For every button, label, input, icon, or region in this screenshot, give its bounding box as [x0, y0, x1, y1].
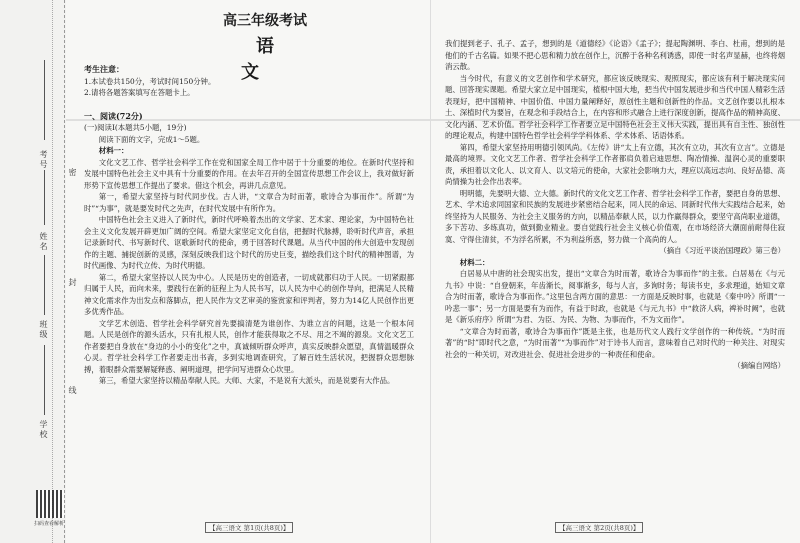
material-label-2: 材料二： [459, 257, 490, 267]
label-banji: 班级 [39, 320, 48, 340]
left-paragraph-5: 文学艺术创造、哲学社会科学研究首先要搞清楚为谁创作、为谁立言的问题，这是一个根本问题。人民是创作的源头活水，只有扎根人民，创作才能获得取之不尽、用之不竭的源泉。文化文艺工作者要把自身放在“身边的小小的变化”之中，真诚倾听群众呼声，真实反映群众愿望，真情温暖群众心灵。哲学社会科学工作者要走出书斋，多到实地调查研究，了解百姓生活状况，把握群众思想脉搏，着眼群众需要解疑释惑、阐明道理，把学问写进群众心坎里。 [84, 318, 414, 374]
source-1: （摘自《习近平谈治国理政》第三卷） [659, 246, 785, 255]
section-subtitle: (一)阅读Ⅰ(本题共5小题，19分) [84, 123, 187, 132]
instruction: 阅读下面的文字，完成1～5题。 [98, 134, 205, 144]
left-paragraph-6: 第三，希望大家坚持以精品奉献人民。大师、大家，不是说有大派头，而是说要有大作品。 [98, 376, 395, 385]
field-line-banji [44, 255, 45, 315]
section-title: 一、阅读(72分) [84, 110, 143, 121]
right-paragraph-1: 我们提到老子、孔子、孟子，想到的是《道德经》《论语》《孟子》；提起陶渊明、李白、杜甫，想到的是他们的千古名篇。如果不把心思和精力放在创作上，沉醉于各种名利诱惑，即使一时名声显赫，也终将烟消云散。 [445, 39, 785, 71]
label-xingming: 姓名 [39, 232, 48, 252]
notice-item-1: 1.本试卷共150分，考试时间150分钟。 [84, 76, 216, 86]
left-paragraph-4: 第二，希望大家坚持以人民为中心。人民是历史的创造者，一切成就都归功于人民。一切紧跟都归属于人民，而向未来，要践行在新的征程上为人民书写，以人民为中心的创作导向，把满足人民精神文化需求作为出发点和落脚点，把人民作为文艺审美的鉴赏家和评判者，努力为14亿人民创作出更多优秀作品。 [84, 272, 414, 316]
right-paragraph-3: 第四，希望大家坚持用明德引领风尚。《左传》讲“太上有立德，其次有立功，其次有立言”。立德是最高的境界。文化文艺工作者、哲学社会科学工作者都肩负着启迪思想、陶冶情操、温润心灵的重要职责，承担着以文化人、以文育人、以文培元的使命，大家社会影响力大，理应以高远志向、良好品德、高尚情操为社会作出表率。 [445, 142, 785, 186]
right-paragraph-2: 当今时代，有意义的文艺创作和学术研究，都应该反映现实、观照现实，都应该有利于解决现实问题、回答现实课题。希望大家立足中国现实，植根中国大地，把当代中国发展进步和当代中国人精彩生活表现好，把中国精神、中国价值、中国力量阐释好，原创性主题和创新性的作品。文艺创作要以扎根本土、深植时代为要旨，在观念和手段结合上，在内容和形式融合上进行深度创新，提高作品的精神高度、文化内涵、艺术价值。哲学社会科学工作者要立足中国特色社会主义伟大实践，提出具有自主性、独创性的理论观点，构建中国特色哲学社会科学学科体系、学术体系、话语体系。 [445, 73, 785, 140]
seal-char-feng: 封 [68, 278, 77, 288]
qr-caption: 扫码查看解析 [34, 521, 65, 527]
footer-page-1: 【高三语文 第1页(共8页)】 [205, 522, 293, 533]
subject-title: 语 文 [241, 36, 304, 83]
field-line-xuexiao [44, 345, 45, 415]
page-divider [430, 0, 431, 543]
left-paragraph-1: 文化文艺工作、哲学社会科学工作在党和国家全局工作中居于十分重要的地位。在新时代坚持和发展中国特色社会主义中具有十分重要的作用。在去年召开的全国宣传思想工作会议上，我对做好新形势下宣传思想工作提出了要求。借这个机会，再讲几点意见。 [84, 157, 414, 190]
right-column [445, 38, 785, 372]
exam-title: 高三年级考试 [223, 13, 307, 29]
field-line-xingming [44, 170, 45, 225]
source-2: （摘编自网络） [733, 361, 785, 370]
label-xuexiao: 学校 [39, 420, 48, 440]
field-line-kaohao [44, 60, 45, 140]
notice-item-2: 2.请将各题答案填写在答题卡上。 [84, 88, 195, 97]
left-column [84, 64, 414, 387]
right-paragraph-4: 明明德，先要明大德、立大德。新时代的文化文艺工作者、哲学社会科学工作者，要把自身的思想、艺术、学术追求同国家和民族的发展进步紧密结合起来，同人民的命运、同新时代伟大实践结合起来，始终坚持为人民服务、为社会主义服务的方向，以精品奉献人民，以力作赢得群众，要坚守高尚职业道德，多下苦功、多练真功，做到勤业精业。要自觉践行社会主义核心价值观，在市场经济大潮面前耐得住寂寞、守得住清贫，不为浮名所累，不为利益所惑，努力做一个高尚的人。 [445, 188, 785, 244]
material-label-1: 材料一： [98, 146, 129, 155]
left-paragraph-3: 中国特色社会主义进入了新时代，新时代呼唤着杰出的文学家、艺术家、理论家，为中国特色社会主义文化发展开辟更加广阔的空间。希望大家坚定文化自信，把握时代脉搏，聆听时代声音，承担记录新时代、书写新时代、讴歌新时代的使命，勇于回答时代课题。从当代中国的伟大创造中发现创作的主题、捕捉创新的灵感，深刻反映我们这个时代的历史巨变，描绘我们这个时代的精神图谱，为时代画像、为时代立传、为时代明德。 [84, 215, 414, 270]
left-paragraph-2: 第一，希望大家坚持与时代同步伐。古人讲，“文章合为时而著，歌诗合为事而作”。所谓“为时”“为事”，就是要发时代之先声，在时代发展中有所作为。 [84, 192, 414, 213]
seal-char-xian: 线 [68, 386, 77, 396]
footer-page-2: 【高三语文 第2页(共8页)】 [555, 522, 643, 533]
binding-margin [0, 0, 66, 543]
fold-line [52, 0, 53, 543]
material2-paragraph-2: “文章合为时而著，歌诗合为事而作”既是主张，也是历代文人践行文学创作的一种传统。“为时而著”的“时”即时代之意，“为时而著”“为事而作”对于诗书人而言，意味着自己对时代的一种关注、对现实社会的一种关切，对改进社会、促进社会进步的一种责任和使命。 [445, 326, 785, 359]
notice-title: 考生注意： [84, 64, 124, 74]
qr-code-icon[interactable] [36, 490, 64, 518]
seal-line [64, 0, 65, 543]
label-kaohao: 考号 [39, 150, 48, 170]
seal-char-mi: 密 [68, 168, 77, 178]
material2-paragraph-1: 白居易从中唐的社会现实出发，提出“文章合为时而著，歌诗合为事而作”的主张。白居易在《与元九书》中说：“自登朝来，年齿渐长，阅事渐多，每与人言，多询时务；每读书史，多求理道，始知文章合为时而著，歌诗合为事而作。”这里包含两方面的意思：一方面是反映时事，也就是《秦中吟》所谓“一吟悲一事”；另一方面是要有为而作，有益于时政，也就是《与元九书》中“救济人病，裨补时阙”，也就是《新乐府序》所谓“为君、为臣、为民、为物、为事而作，不为文而作”。 [445, 269, 785, 324]
